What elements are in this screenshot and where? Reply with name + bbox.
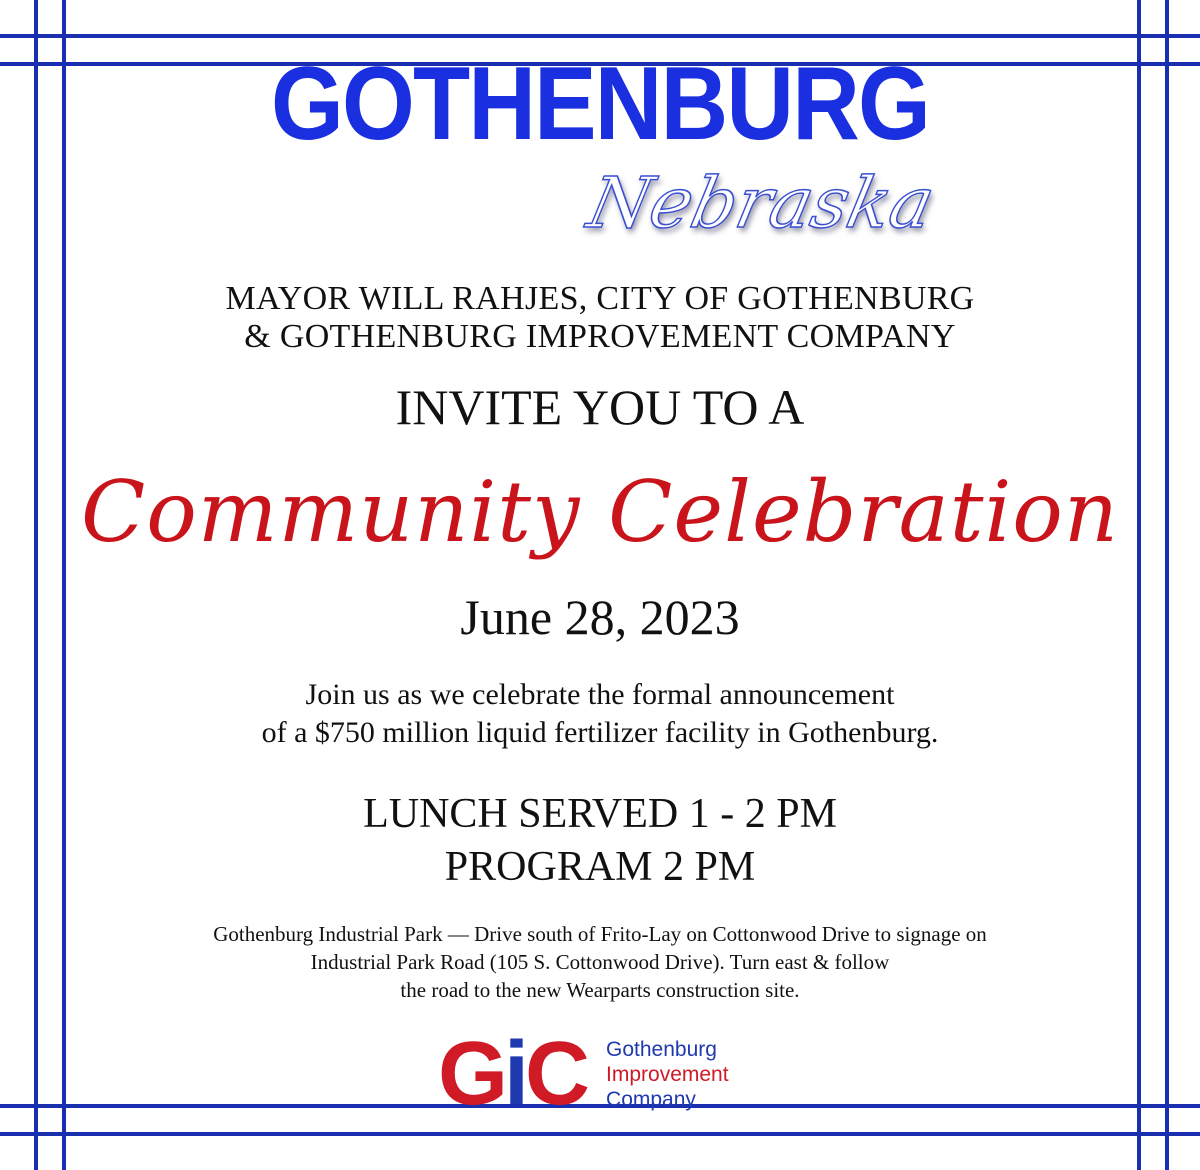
- gic-logo: [438, 1024, 729, 1124]
- gic-monogram: [438, 1024, 587, 1124]
- gic-wordmark: [606, 1037, 729, 1112]
- gic-letter-i: i: [504, 1024, 526, 1124]
- invite-heading: INVITE YOU TO A: [395, 379, 805, 435]
- schedule-program: PROGRAM 2 PM: [444, 844, 756, 890]
- gic-letter-c: C: [525, 1024, 587, 1124]
- state-name-script: Nebraska: [581, 162, 942, 244]
- description-line-1: Join us as we celebrate the formal announcement: [305, 678, 895, 711]
- event-schedule: [0, 788, 1200, 894]
- directions-line-2: Industrial Park Road (105 S. Cottonwood Drive). Turn east & follow: [310, 950, 890, 974]
- directions-line-3: the road to the new Wearparts construction site.: [400, 978, 800, 1002]
- event-description: [0, 676, 1200, 752]
- gic-word-2: Improvement: [606, 1062, 729, 1086]
- gic-letter-g: G: [438, 1024, 505, 1124]
- hosts-block: [0, 280, 1200, 356]
- directions-block: [0, 920, 1200, 1004]
- directions-line-1: Gothenburg Industrial Park — Drive south of Frito-Lay on Cottonwood Drive to signage on: [213, 922, 987, 946]
- hosts-line-1: MAYOR WILL RAHJES, CITY OF GOTHENBURG: [225, 280, 975, 317]
- schedule-lunch: LUNCH SERVED 1 - 2 PM: [363, 791, 837, 837]
- event-title: Community Celebration: [81, 463, 1119, 561]
- gic-word-1: Gothenburg: [606, 1037, 717, 1061]
- hosts-line-2: & GOTHENBURG IMPROVEMENT COMPANY: [244, 318, 956, 355]
- event-date: June 28, 2023: [460, 589, 740, 645]
- gic-word-3: Company: [606, 1087, 696, 1111]
- description-line-2: of a $750 million liquid fertilizer facility in Gothenburg.: [261, 716, 939, 749]
- city-name-title: GOTHENBURG: [270, 46, 929, 162]
